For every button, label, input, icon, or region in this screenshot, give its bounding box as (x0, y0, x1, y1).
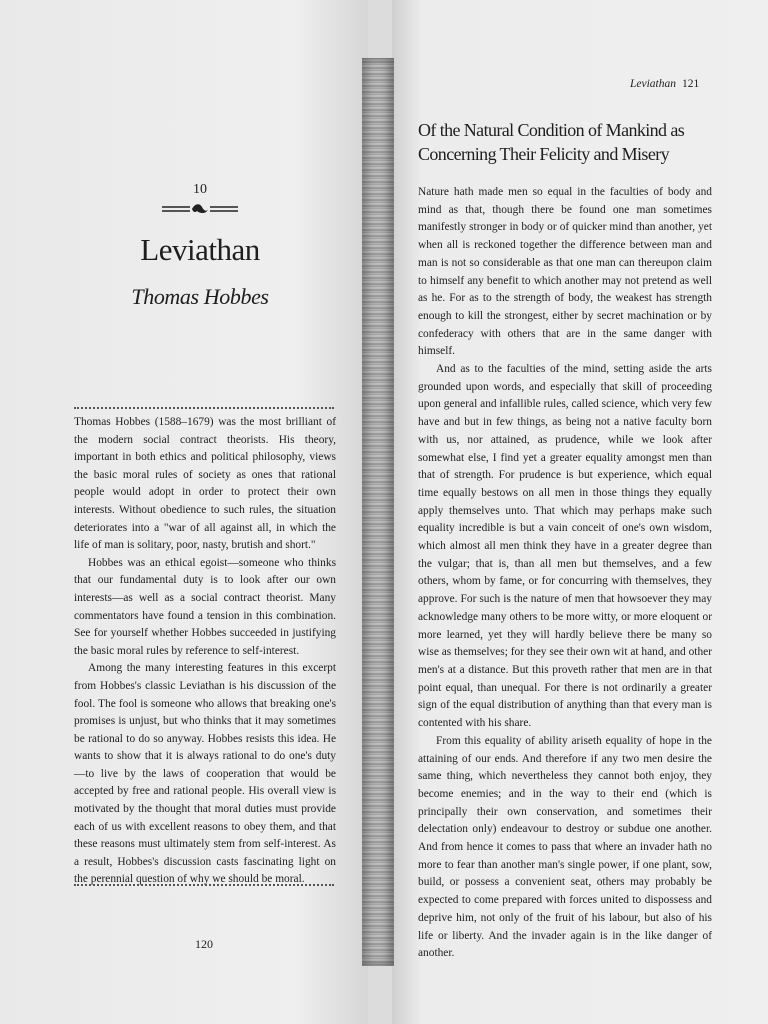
chapter-number: 10 (193, 182, 207, 197)
body-paragraph: From this equality of ability ariseth equality of hope in the attaining of our ends. And therefore if any two men desire the same thing, which nevertheless they cannot both enjoy, they become enemies; and in the way to their end (which is principally their own conservation, and sometimes their delectation only) endeavour to destroy or subdue one another. And from hence it comes to pass that where an invader hath no more to fear than another man's single power, if one plant, sow, build, or possess a convenient seat, others may probably be expected to come prepared with forces united to dispossess and deprive him, not only of the fruit of his labour, but also of his life or liberty. And the invader again is in the like danger of another. (418, 734, 712, 960)
chapter-introduction (74, 414, 336, 889)
section-title: Of the Natural Condition of Mankind as Concerning Their Felicity and Misery (418, 120, 685, 164)
intro-bottom-rule (74, 884, 334, 886)
intro-paragraph: Among the many interesting features in this excerpt from Hobbes's classic Leviathan is his discussion of the fool. The fool is someone who allows that breaking one's promises is unjust, but who thinks that it may sometimes be rational to do so anyway. Hobbes resists this idea. He wants to show that it is always rational to do one's duty—to live by the laws of cooperation that would be accepted by free and rational people. His overall view is motivated by the thought that moral duties must provide each of us with excellent reasons to obey them, and that these reasons must ultimately stem from self-interest. As a result, Hobbes's discussion casts fascinating light on the perennial question of why we should be moral. (74, 662, 336, 886)
chapter-title: Leviathan (140, 232, 260, 267)
body-text (418, 184, 712, 963)
intro-paragraph: Thomas Hobbes (1588–1679) was the most brilliant of the modern social contract theorists. His theory, important in both ethics and political philosophy, views the basic moral rules of society as ones that rational people would adopt in order to protect their own interests. Without obedience to such rules, the situation deteriorates into a "war of all against all, in which the life of man is solitary, poor, nasty, brutish and short." (74, 416, 336, 552)
right-page-number: 121 (682, 78, 700, 90)
intro-top-rule (74, 407, 334, 409)
body-paragraph: Nature hath made men so equal in the faculties of body and mind as that, though there be found one man sometimes manifestly stronger in body or of quicker mind than another, yet when all is reckoned together the difference between man and man is not so considerable as that one man can thereupon claim to himself any benefit to which another may not pretend as well as he. For as to the strength of body, the weakest has strength enough to kill the strongest, either by secret machination or by confederacy with others that are in the same danger with himself. (418, 186, 712, 358)
chapter-ornament-icon (160, 202, 240, 216)
running-head-title: Leviathan (630, 78, 676, 90)
running-header (630, 78, 699, 90)
body-paragraph: And as to the faculties of the mind, setting aside the arts grounded upon words, and especially that skill of proceeding upon general and infallible rules, called science, which very few have and but in few things, as being not a native faculty born with us, nor attained, as prudence, while we look after somewhat else, I find yet a greater equality amongst men than that of strength. For prudence is but experience, which equal time equally bestows on all men in those things they equally apply themselves unto. That which may perhaps make such equality incredible is but a vain conceit of one's own wisdom, which almost all men think they have in a greater degree than the vulgar; that is, than all men but themselves, and a few others, whom by fame, or for concurring with themselves, they approve. For such is the nature of men that howsoever they may acknowledge many others to be more witty, or more eloquent or more learned, yet they will hardly believe there be many so wise as themselves; for they see their own wit at hand, and other men's at a distance. But this proveth rather that men are in that point equal, than unequal. For there is not ordinarily a greater sign of the equal distribution of anything than that every man is contented with his share. (418, 363, 712, 730)
chapter-author: Thomas Hobbes (131, 284, 269, 309)
intro-paragraph: Hobbes was an ethical egoist—someone who thinks that our fundamental duty is to look after our own interests—as well as a social contract theorist. Many commentators have found a tension in this combination. See for yourself whether Hobbes succeeded in justifying the basic moral rules by reference to self-interest. (74, 556, 336, 657)
left-page-number: 120 (195, 937, 213, 951)
